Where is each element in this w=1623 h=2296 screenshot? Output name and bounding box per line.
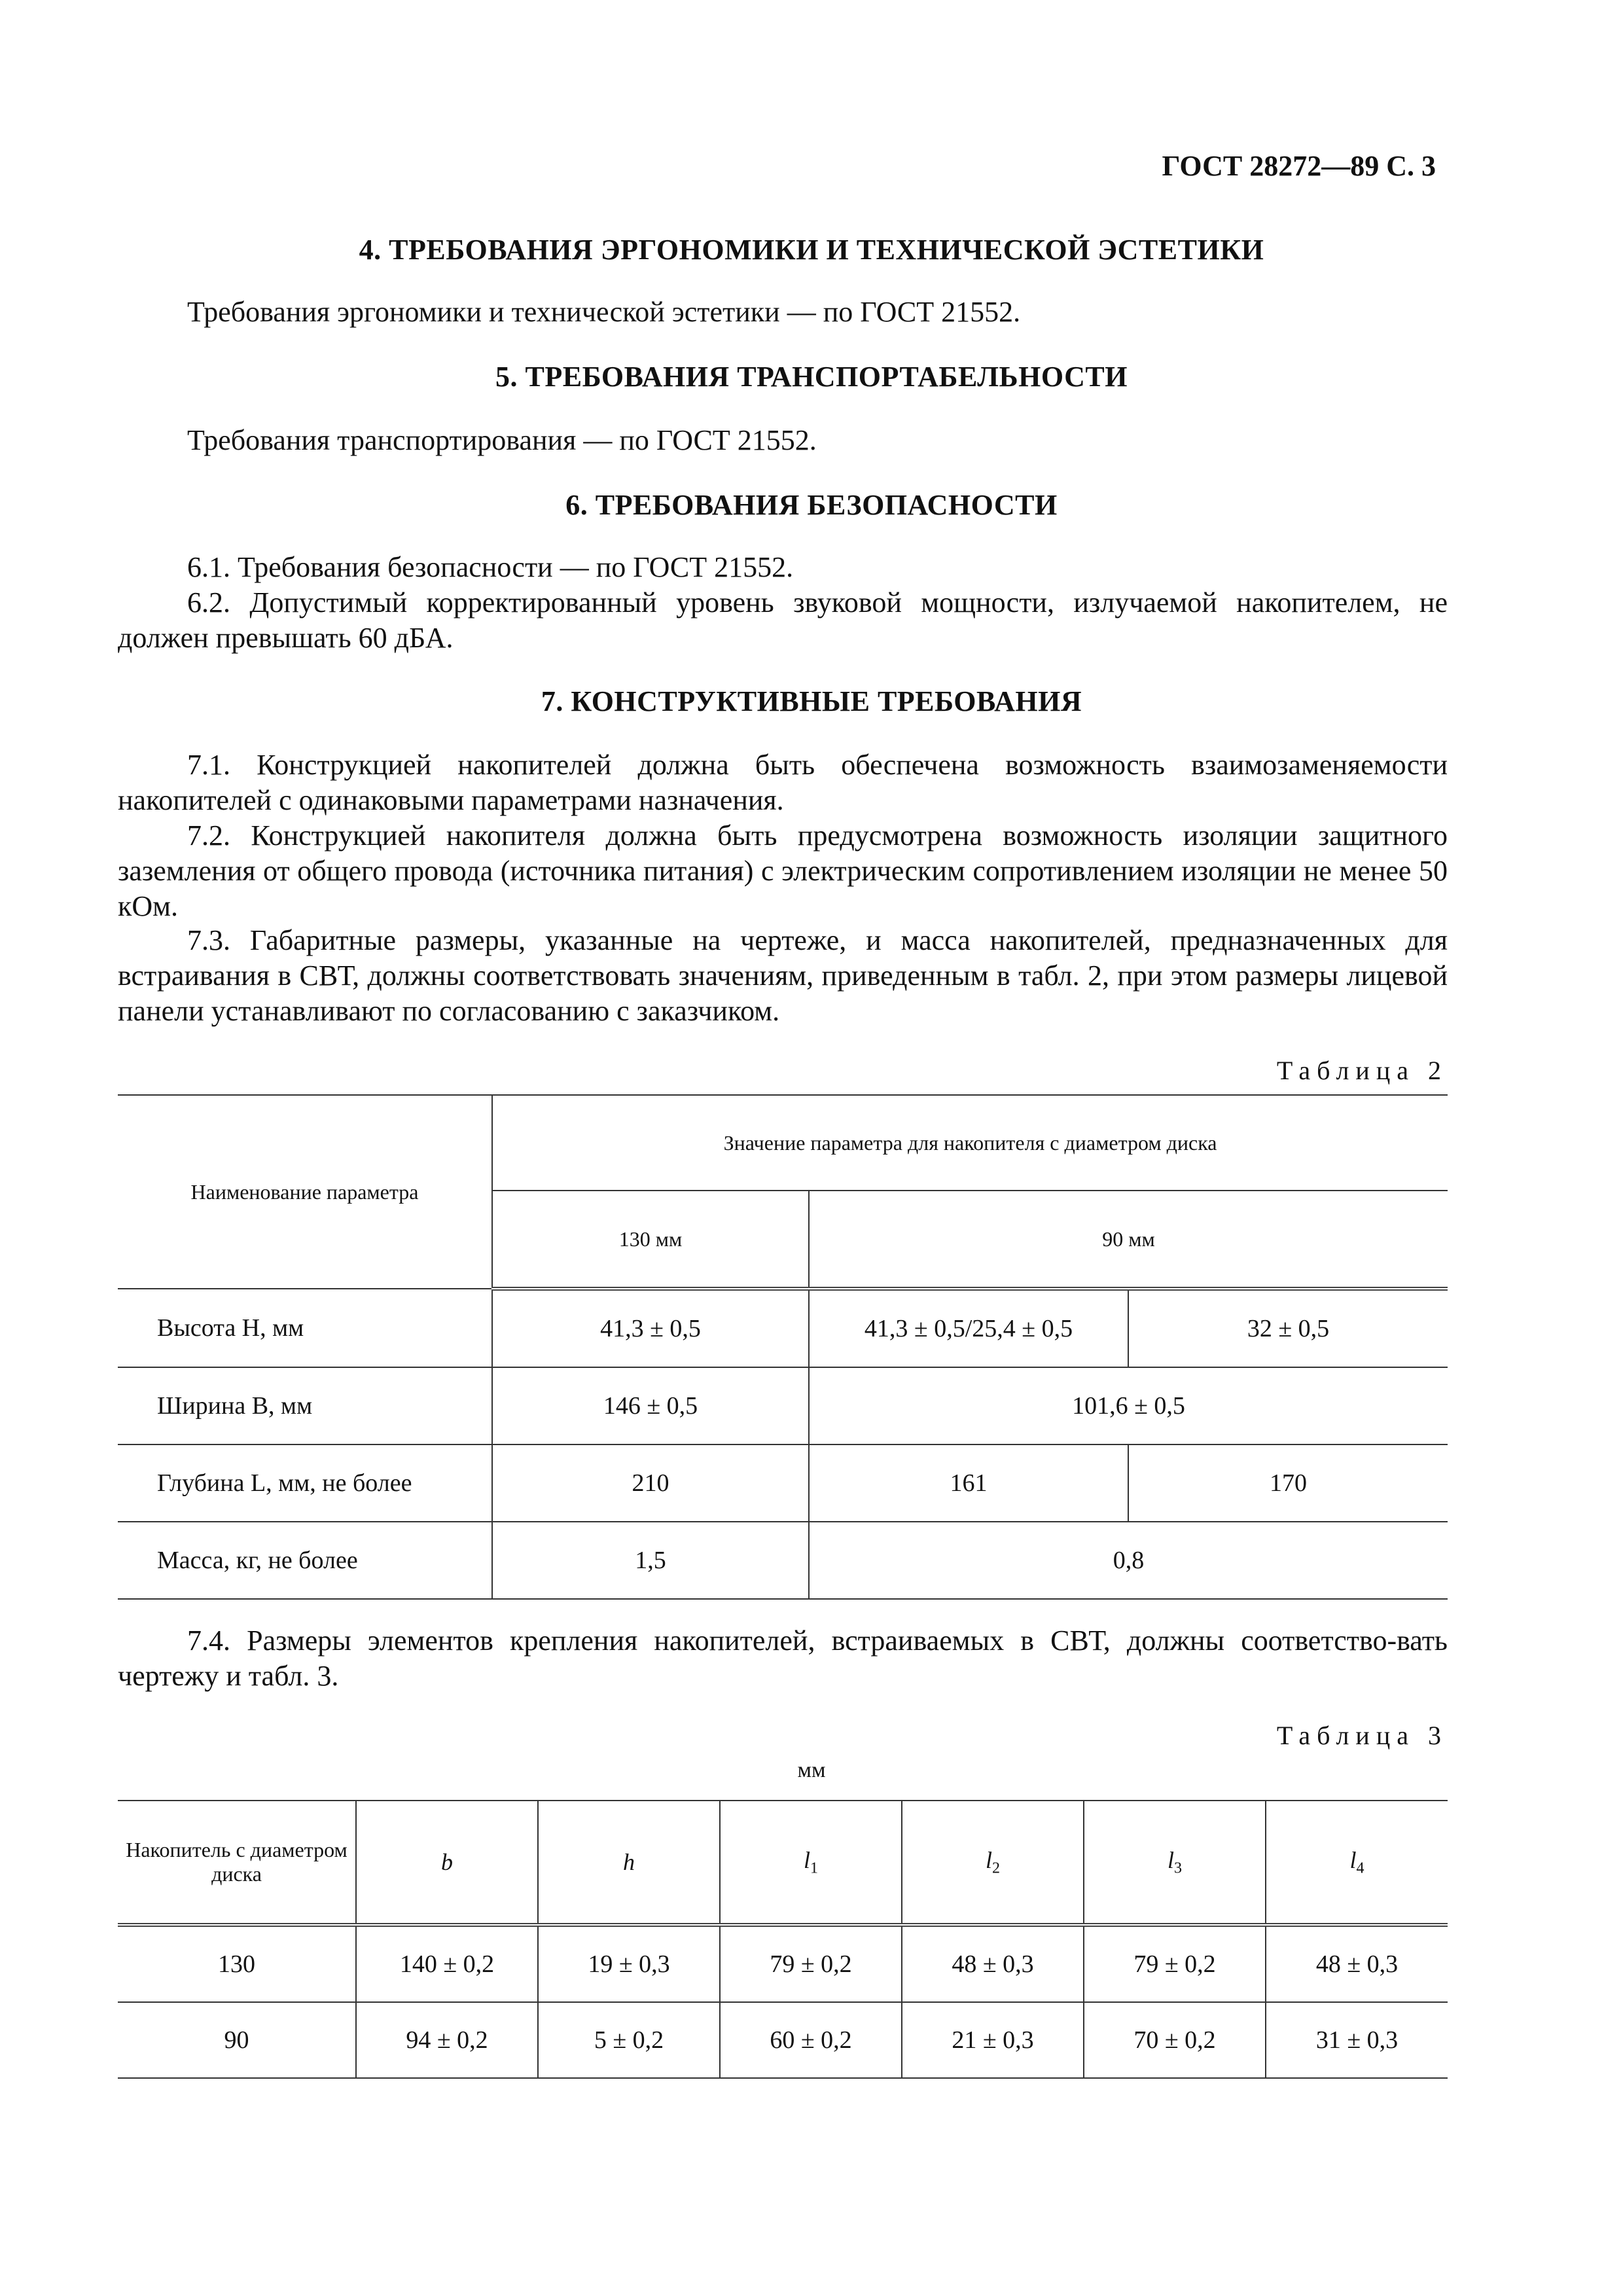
table-cell: 90 <box>224 2026 249 2054</box>
table-3-header-l1 <box>720 1801 902 1925</box>
table-2-label-depth: Глубина L, мм, не более <box>118 1444 492 1522</box>
table-cell: 48 ± 0,3 <box>1266 1925 1448 2002</box>
table-2-caption: Таблица 2 <box>1276 1056 1448 1085</box>
paragraph-6-1: 6.1. Требования безопасности — по ГОСТ 21552. <box>187 551 794 583</box>
paragraph-6-2: 6.2. Допустимый корректированный уровень звуковой мощности, излучаемой накопителем, не должен превышать 60 дБА. <box>118 586 1448 654</box>
table-2-header-90: 90 мм <box>809 1191 1448 1289</box>
table-cell: 19 ± 0,3 <box>538 1925 720 2002</box>
document-code: ГОСТ 28272—89 С. 3 <box>1162 150 1436 182</box>
paragraph-7-3: 7.3. Габаритные размеры, указанные на чертеже, и масса накопителей, предназначенных для встраивания в СВТ, должны соответствовать значениям, приведенным в табл. 2, при этом размеры лицевой панели устанавливают по согласованию с заказчиком. <box>118 924 1448 1027</box>
table-cell: 130 <box>118 1925 356 2002</box>
table-2-header-param: Наименование параметра <box>118 1095 492 1289</box>
symbol-l: l <box>985 1847 992 1874</box>
table-cell: 161 <box>809 1444 1128 1522</box>
paragraph-7-2: 7.2. Конструкцией накопителя должна быть предусмотрена возможность изоляции защитного заземления от общего провода (источника питания) с электрическим сопротивлением изоляции не менее 50 кОм. <box>118 819 1448 922</box>
table-cell: 140 ± 0,2 <box>356 1925 538 2002</box>
table-2 <box>118 1094 1448 1600</box>
table-cell: 94 ± 0,2 <box>356 2002 538 2078</box>
table-row <box>118 1522 1448 1599</box>
section-5-title: 5. ТРЕБОВАНИЯ ТРАНСПОРТАБЕЛЬНОСТИ <box>495 361 1128 393</box>
paragraph-7-4: 7.4. Размеры элементов крепления накопителей, встраиваемых в СВТ, должны соответство-вать чертежу и табл. 3. <box>118 1624 1448 1692</box>
table-cell: 5 ± 0,2 <box>538 2002 720 2078</box>
table-cell: 21 ± 0,3 <box>902 2002 1084 2078</box>
table-cell: 60 ± 0,2 <box>720 2002 902 2078</box>
table-3-header-h <box>538 1801 720 1925</box>
table-3-header-drive: Накопитель с диаметром диска <box>118 1801 356 1925</box>
symbol-b: b <box>441 1849 453 1875</box>
table-cell: 170 <box>1128 1444 1448 1522</box>
table-2-label-width: Ширина B, мм <box>118 1367 492 1444</box>
subscript-4: 4 <box>1356 1859 1364 1877</box>
table-3-header-l4 <box>1266 1801 1448 1925</box>
table-2-label-mass: Масса, кг, не более <box>157 1547 358 1574</box>
table-cell: 41,3 ± 0,5/25,4 ± 0,5 <box>809 1289 1128 1367</box>
subscript-1: 1 <box>810 1859 818 1877</box>
table-3-header-l3 <box>1084 1801 1266 1925</box>
table-3-header-l2 <box>902 1801 1084 1925</box>
symbol-h: h <box>623 1849 635 1875</box>
table-cell: 210 <box>492 1444 809 1522</box>
table-cell: 146 ± 0,5 <box>492 1367 809 1444</box>
symbol-l: l <box>803 1847 810 1874</box>
table-cell: 48 ± 0,3 <box>902 1925 1084 2002</box>
section-4-title: 4. ТРЕБОВАНИЯ ЭРГОНОМИКИ И ТЕХНИЧЕСКОЙ ЭСТЕТИКИ <box>359 234 1264 266</box>
table-2-header-group: Значение параметра для накопителя с диаметром диска <box>492 1095 1448 1191</box>
table-cell: 0,8 <box>809 1522 1448 1599</box>
section-7-title: 7. КОНСТРУКТИВНЫЕ ТРЕБОВАНИЯ <box>541 685 1082 717</box>
table-cell: 79 ± 0,2 <box>1084 1925 1266 2002</box>
table-row <box>118 1444 1448 1522</box>
symbol-l: l <box>1349 1847 1357 1874</box>
section-6-title: 6. ТРЕБОВАНИЯ БЕЗОПАСНОСТИ <box>565 489 1058 521</box>
table-cell: 32 ± 0,5 <box>1128 1289 1448 1367</box>
table-cell: 70 ± 0,2 <box>1084 2002 1266 2078</box>
table-3-header-b <box>356 1801 538 1925</box>
table-row <box>118 1367 1448 1444</box>
table-row <box>118 2002 1448 2078</box>
table-3-unit: мм <box>797 1758 826 1782</box>
table-3-caption: Таблица 3 <box>1276 1721 1448 1750</box>
subscript-3: 3 <box>1174 1859 1182 1877</box>
section-4-text: Требования эргономики и технической эстетики — по ГОСТ 21552. <box>187 296 1021 328</box>
table-2-header-130: 130 мм <box>492 1191 809 1289</box>
table-row <box>118 1925 1448 2002</box>
table-row <box>118 1289 1448 1367</box>
section-5-text: Требования транспортирования — по ГОСТ 21552. <box>187 424 817 456</box>
symbol-l: l <box>1167 1847 1174 1874</box>
paragraph-7-1: 7.1. Конструкцией накопителей должна быть обеспечена возможность взаимозаменяемости накопителей с одинаковыми параметрами назначения. <box>118 749 1448 816</box>
table-cell: 41,3 ± 0,5 <box>492 1289 809 1367</box>
table-cell: 31 ± 0,3 <box>1266 2002 1448 2078</box>
table-cell: 1,5 <box>492 1522 809 1599</box>
table-cell: 101,6 ± 0,5 <box>809 1367 1448 1444</box>
table-2-label-height: Высота H, мм <box>118 1289 492 1367</box>
table-3 <box>118 1800 1448 2079</box>
table-cell: 79 ± 0,2 <box>720 1925 902 2002</box>
subscript-2: 2 <box>992 1859 1000 1877</box>
